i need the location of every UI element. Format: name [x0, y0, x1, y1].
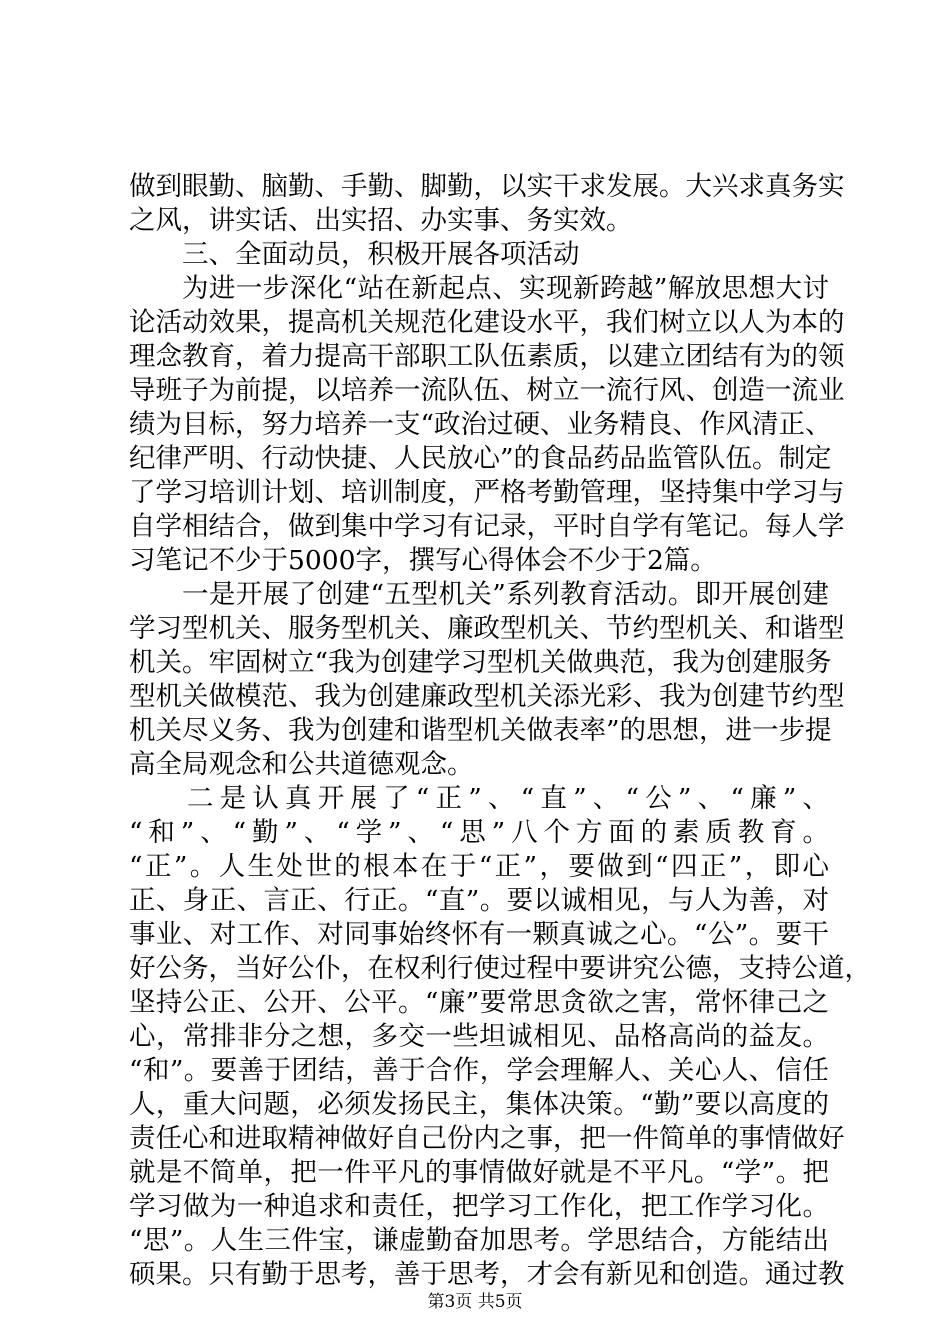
text-line: 学习型机关、服务型机关、廉政型机关、节约型机关、和谐型	[129, 613, 845, 644]
text-line: “和”、“勤”、“学”、“思”八个方面的素质教育。	[129, 817, 829, 848]
text-line: “正”。人生处世的根本在于“正”，要做到“四正”，即心	[129, 851, 829, 882]
text-line: 一是开展了创建“五型机关”系列教育活动。即开展创建	[182, 579, 829, 610]
text-line: 高全局观念和公共道德观念。	[129, 749, 474, 780]
text-line: “思”。人生三件宝，谦虚勤奋加思考。学思结合，方能结出	[129, 1225, 829, 1256]
text-line: 习笔记不少于5000字，撰写心得体会不少于2篇。	[129, 545, 717, 576]
text-line: 导班子为前提，以培养一流队伍、树立一流行风、创造一流业	[129, 375, 845, 406]
text-line: 好公务，当好公仆，在权利行使过程中要讲究公德，支持公道，	[129, 953, 871, 984]
text-line: 为进一步深化“站在新起点、实现新跨越”解放思想大讨	[182, 273, 829, 304]
text-line: 机关尽义务、我为创建和谐型机关做表率”的思想，进一步提	[129, 715, 832, 746]
text-line: 硕果。只有勤于思考，善于思考，才会有新见和创造。通过教	[129, 1259, 845, 1290]
text-line: 坚持公正、公开、公平。“廉”要常思贪欲之害，常怀律己之	[129, 987, 829, 1018]
text-line: 论活动效果，提高机关规范化建设水平，我们树立以人为本的	[129, 307, 845, 338]
text-line: 事业、对工作、对同事始终怀有一颗真诚之心。“公”。要干	[129, 919, 829, 950]
text-line: “和”。要善于团结，善于合作，学会理解人、关心人、信任	[129, 1055, 829, 1086]
text-line: 心，常排非分之想，多交一些坦诚相见、品格高尚的益友。	[129, 1021, 829, 1052]
text-line: 型机关做模范、我为创建廉政型机关添光彩、我为创建节约型	[129, 681, 845, 712]
text-line: 纪律严明、行动快捷、人民放心”的食品药品监管队伍。制定	[129, 443, 832, 474]
text-line: 做到眼勤、脑勤、手勤、脚勤，以实干求发展。大兴求真务实	[129, 171, 845, 202]
text-line: 了学习培训计划、培训制度，严格考勤管理，坚持集中学习与	[129, 477, 845, 508]
text-line: 之风，讲实话、出实招、办实事、务实效。	[129, 205, 633, 236]
text-line: 就是不简单，把一件平凡的事情做好就是不平凡。“学”。把	[129, 1157, 829, 1188]
text-line: 学习做为一种追求和责任，把学习工作化，把工作学习化。	[129, 1191, 829, 1222]
text-line: 责任心和进取精神做好自己份内之事，把一件简单的事情做好	[129, 1123, 845, 1154]
text-line: 正、身正、言正、行正。“直”。要以诚相见，与人为善，对	[129, 885, 829, 916]
section-heading: 三、全面动员，积极开展各项活动	[182, 239, 580, 270]
page-number-footer: 第3页 共5页	[427, 1292, 523, 1312]
text-line: 理念教育，着力提高干部职工队伍素质，以建立团结有为的领	[129, 341, 845, 372]
text-line: 自学相结合，做到集中学习有记录，平时自学有笔记。每人学	[129, 511, 845, 542]
text-line: 二是认真开展了“正”、“直”、“公”、“廉”、	[187, 783, 829, 814]
text-line: 人，重大问题，必须发扬民主，集体决策。“勤”要以高度的	[129, 1089, 829, 1120]
text-line: 机关。牢固树立“我为创建学习型机关做典范，我为创建服务	[129, 647, 832, 678]
text-line: 绩为目标，努力培养一支“政治过硬、业务精良、作风清正、	[129, 409, 832, 440]
